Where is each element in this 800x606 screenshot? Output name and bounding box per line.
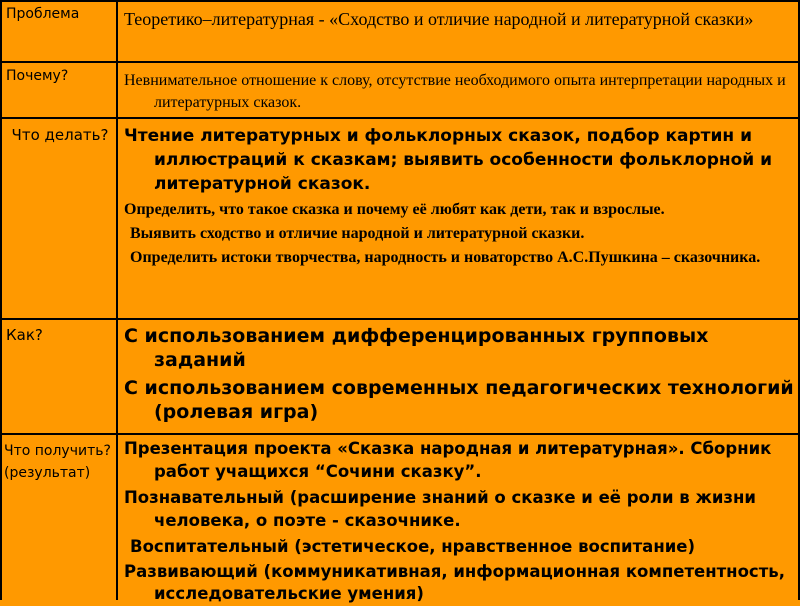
row-divider xyxy=(0,61,800,63)
column-divider xyxy=(116,0,118,600)
result-item: Развивающий (коммуникативная, информационная компетентность, исследовательские умения) xyxy=(124,561,785,603)
result-item: Презентация проекта «Сказка народная и литературная». Сборник работ учащихся “Сочини сказку”. xyxy=(124,439,772,481)
row-divider xyxy=(0,318,800,320)
row-label-result: Что получить? (результат) xyxy=(4,443,111,481)
row-content-why xyxy=(124,70,794,114)
result-item: Воспитательный (эстетическое, нравственное воспитание) xyxy=(130,537,696,556)
row-divider xyxy=(0,117,800,119)
what-to-do-item: Чтение литературных и фольклорных сказок, подбор картин и иллюстраций к сказкам; выявить особенности фольклорной и литературной сказок. xyxy=(124,126,773,194)
row-content-problem xyxy=(124,6,794,33)
table-border-top xyxy=(0,0,800,2)
row-label-problem: Проблема xyxy=(6,6,80,22)
how-item: С использованием современных педагогических технологий (ролевая игра) xyxy=(124,377,794,423)
why-text: Невнимательное отношение к слову, отсутствие необходимого опыта интерпретации народных и литературных сказок. xyxy=(124,72,786,111)
what-to-do-item: Определить, что такое сказка и почему её любят как дети, так и взрослые. xyxy=(124,201,665,218)
result-item: Познавательный (расширение знаний о сказке и её роли в жизни человека, о поэте - сказочнике. xyxy=(124,488,756,530)
row-content-result xyxy=(124,438,794,606)
what-to-do-item: Выявить сходство и отличие народной и литературной сказки. xyxy=(130,225,585,242)
row-label-why: Почему? xyxy=(6,68,69,84)
row-content-what-to-do xyxy=(124,124,794,270)
row-divider xyxy=(0,433,800,435)
row-label-how: Как? xyxy=(6,326,43,344)
table-border-left xyxy=(0,0,2,600)
problem-text: Теоретико–литературная - «Сходство и отличие народной и литературной сказки» xyxy=(124,9,754,29)
what-to-do-item: Определить истоки творчества, народность и новаторство А.С.Пушкина – сказочника. xyxy=(130,249,761,266)
row-label-what-to-do: Что делать? xyxy=(11,126,109,144)
row-content-how xyxy=(124,324,794,424)
how-item: С использованием дифференцированных групповых заданий xyxy=(124,325,709,371)
